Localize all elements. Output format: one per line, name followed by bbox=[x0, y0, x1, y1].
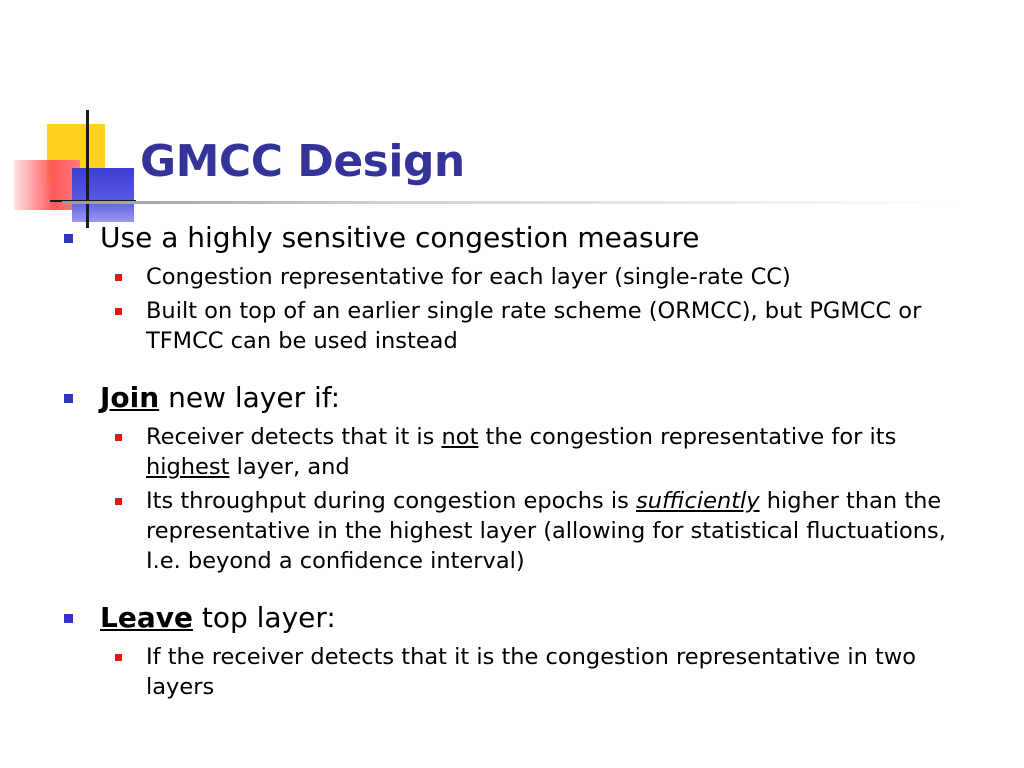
sub-bullet bbox=[146, 486, 964, 576]
join-keyword: Join bbox=[100, 381, 160, 414]
highest-emphasis: highest bbox=[146, 454, 230, 480]
text-run: layer, and bbox=[229, 454, 350, 480]
slide-title: GMCC Design bbox=[140, 136, 465, 187]
sub-bullet bbox=[146, 296, 964, 356]
bullet-measure bbox=[100, 218, 1024, 258]
bullet-text: Use a highly sensitive congestion measure bbox=[100, 221, 700, 254]
sub-bullet-text: Built on top of an earlier single rate scheme (ORMCC), but PGMCC or TFMCC can be used instead bbox=[146, 298, 922, 354]
bullet-join bbox=[100, 378, 1024, 418]
sub-bullet-text: Congestion representative for each layer (single-rate CC) bbox=[146, 264, 791, 290]
sub-bullet bbox=[146, 642, 964, 702]
sufficiently-emphasis: sufficiently bbox=[636, 488, 760, 514]
slide-body bbox=[0, 218, 1024, 702]
small-square-bullet-icon bbox=[115, 308, 122, 315]
sub-bullet bbox=[146, 422, 964, 482]
bullet-text: new layer if: bbox=[159, 381, 341, 414]
vertical-rule bbox=[86, 110, 89, 228]
blue-square bbox=[72, 168, 134, 222]
small-square-bullet-icon bbox=[115, 274, 122, 281]
bullet-leave bbox=[100, 598, 1024, 638]
decorative-squares bbox=[0, 0, 140, 230]
square-bullet-icon bbox=[64, 234, 73, 243]
text-run: the congestion representative for its bbox=[478, 424, 897, 450]
text-run: Receiver detects that it is bbox=[146, 424, 442, 450]
title-underline bbox=[62, 201, 962, 204]
text-run: Its throughput during congestion epochs is bbox=[146, 488, 637, 514]
small-square-bullet-icon bbox=[115, 654, 122, 661]
sub-bullet-text: If the receiver detects that it is the congestion representative in two layers bbox=[146, 644, 916, 700]
square-bullet-icon bbox=[64, 614, 73, 623]
bullet-text: top layer: bbox=[192, 601, 336, 634]
square-bullet-icon bbox=[64, 394, 73, 403]
sub-bullet bbox=[146, 262, 964, 292]
small-square-bullet-icon bbox=[115, 498, 122, 505]
not-emphasis: not bbox=[441, 424, 479, 450]
small-square-bullet-icon bbox=[115, 434, 122, 441]
leave-keyword: Leave bbox=[100, 601, 193, 634]
text-run: higher than the representative in the highest layer (allowing for statistical fluctuations, I.e. beyond a confidence interval) bbox=[146, 488, 946, 574]
